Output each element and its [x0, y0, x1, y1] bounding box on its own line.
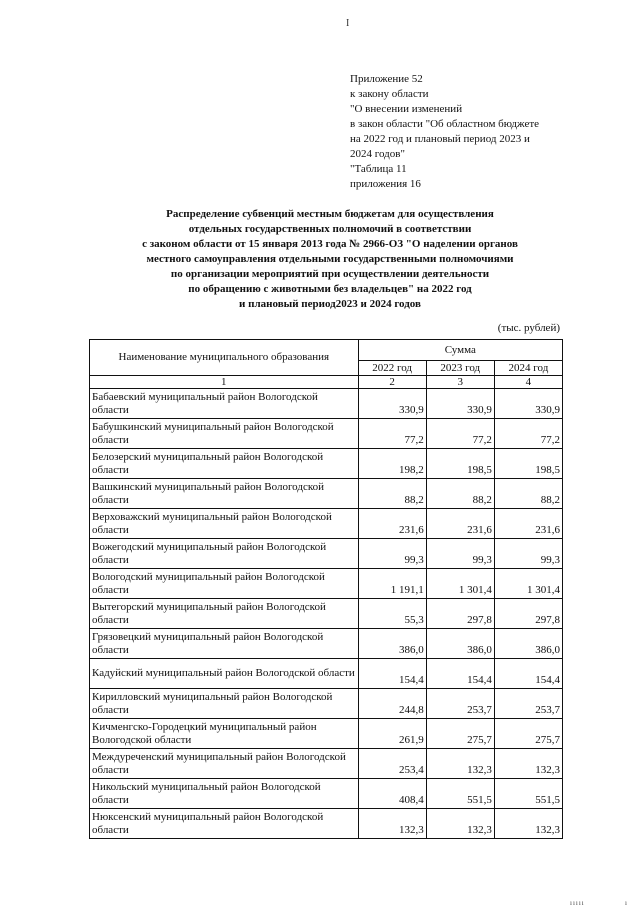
value-2024: 198,5 — [494, 449, 562, 479]
municipality-name: Верховажский муниципальный район Вологодской области — [90, 509, 359, 539]
value-2023: 154,4 — [426, 659, 494, 689]
value-2023: 275,7 — [426, 719, 494, 749]
table-row — [90, 539, 563, 569]
title-line: с законом области от 15 января 2013 года № 2966-ОЗ "О наделении органов — [142, 238, 518, 250]
value-2022: 99,3 — [358, 539, 426, 569]
value-2022: 88,2 — [358, 479, 426, 509]
appendix-line: на 2022 год и плановый период 2023 и — [350, 133, 530, 145]
table-row — [90, 449, 563, 479]
value-2024: 154,4 — [494, 659, 562, 689]
municipality-name: Грязовецкий муниципальный район Вологодской области — [90, 629, 359, 659]
appendix-line: к закону области — [350, 88, 429, 100]
header-year-2023: 2023 год — [426, 361, 494, 376]
value-2024: 77,2 — [494, 419, 562, 449]
table-row — [90, 689, 563, 719]
municipality-name: Бабушкинский муниципальный район Вологодской области — [90, 419, 359, 449]
table-row — [90, 419, 563, 449]
municipality-name: Белозерский муниципальный район Вологодской области — [90, 449, 359, 479]
value-2022: 231,6 — [358, 509, 426, 539]
appendix-line: приложения 16 — [350, 178, 421, 190]
appendix-line: в закон области "Об областном бюджете — [350, 118, 540, 130]
value-2024: 297,8 — [494, 599, 562, 629]
value-2023: 551,5 — [426, 779, 494, 809]
table-row — [90, 659, 563, 689]
value-2022: 154,4 — [358, 659, 426, 689]
appendix-line: "О внесении изменений — [350, 103, 463, 115]
value-2022: 408,4 — [358, 779, 426, 809]
value-2022: 261,9 — [358, 719, 426, 749]
value-2024: 1 301,4 — [494, 569, 562, 599]
table-row — [90, 629, 563, 659]
value-2023: 253,7 — [426, 689, 494, 719]
value-2024: 231,6 — [494, 509, 562, 539]
value-2024: 132,3 — [494, 809, 562, 839]
municipality-name: Кирилловский муниципальный район Вологодской области — [90, 689, 359, 719]
document-title — [80, 207, 580, 312]
municipality-name: Бабаевский муниципальный район Вологодской области — [90, 389, 359, 419]
unit-label: (тыс. рублей) — [497, 322, 560, 334]
municipality-name: Никольский муниципальный район Вологодской области — [90, 779, 359, 809]
value-2024: 551,5 — [494, 779, 562, 809]
value-2023: 386,0 — [426, 629, 494, 659]
municipality-name: Вытегорский муниципальный район Вологодской области — [90, 599, 359, 629]
table-row — [90, 569, 563, 599]
column-number: 2 — [358, 376, 426, 389]
title-line: по обращению с животными без владельцев" на 2022 год — [188, 283, 472, 295]
appendix-header — [350, 72, 580, 192]
value-2022: 244,8 — [358, 689, 426, 719]
table-row — [90, 389, 563, 419]
header-year-2024: 2024 год — [494, 361, 562, 376]
municipality-name: Вашкинский муниципальный район Вологодской области — [90, 479, 359, 509]
footer-mark-right: ı — [625, 899, 627, 907]
table-body — [90, 389, 563, 839]
table-row — [90, 599, 563, 629]
value-2022: 330,9 — [358, 389, 426, 419]
municipality-name: Кадуйский муниципальный район Вологодской области — [90, 659, 359, 689]
value-2024: 330,9 — [494, 389, 562, 419]
appendix-line: Приложение 52 — [350, 73, 423, 85]
title-line: Распределение субвенций местным бюджетам для осуществления — [166, 208, 494, 220]
column-number: 1 — [90, 376, 359, 389]
footer-mark: ııııı — [570, 899, 585, 907]
value-2024: 253,7 — [494, 689, 562, 719]
table-row — [90, 479, 563, 509]
municipality-name: Вологодский муниципальный район Вологодской области — [90, 569, 359, 599]
title-line: отдельных государственных полномочий в соответствии — [188, 223, 472, 235]
header-sum: Сумма — [358, 340, 562, 361]
value-2023: 99,3 — [426, 539, 494, 569]
appendix-line: "Таблица 11 — [350, 163, 407, 175]
value-2023: 88,2 — [426, 479, 494, 509]
value-2022: 253,4 — [358, 749, 426, 779]
column-number: 3 — [426, 376, 494, 389]
municipality-name: Вожегодский муниципальный район Вологодской области — [90, 539, 359, 569]
value-2022: 198,2 — [358, 449, 426, 479]
value-2024: 132,3 — [494, 749, 562, 779]
value-2024: 275,7 — [494, 719, 562, 749]
value-2023: 132,3 — [426, 809, 494, 839]
table-row — [90, 809, 563, 839]
value-2022: 132,3 — [358, 809, 426, 839]
value-2022: 77,2 — [358, 419, 426, 449]
value-2023: 297,8 — [426, 599, 494, 629]
header-municipality: Наименование муниципального образования — [90, 340, 359, 376]
appendix-line: 2024 годов" — [350, 148, 405, 160]
value-2022: 55,3 — [358, 599, 426, 629]
subsidy-table — [89, 339, 563, 839]
title-line: местного самоуправления отдельными государственными полномочиями — [146, 253, 514, 265]
value-2023: 231,6 — [426, 509, 494, 539]
table-row — [90, 719, 563, 749]
value-2022: 1 191,1 — [358, 569, 426, 599]
value-2022: 386,0 — [358, 629, 426, 659]
value-2023: 132,3 — [426, 749, 494, 779]
value-2024: 99,3 — [494, 539, 562, 569]
table-row — [90, 779, 563, 809]
value-2023: 330,9 — [426, 389, 494, 419]
value-2023: 1 301,4 — [426, 569, 494, 599]
page-top-mark: I — [346, 18, 350, 29]
value-2023: 77,2 — [426, 419, 494, 449]
value-2024: 88,2 — [494, 479, 562, 509]
table-row — [90, 509, 563, 539]
value-2024: 386,0 — [494, 629, 562, 659]
value-2023: 198,5 — [426, 449, 494, 479]
header-year-2022: 2022 год — [358, 361, 426, 376]
title-line: и плановый период2023 и 2024 годов — [239, 298, 421, 310]
column-number: 4 — [494, 376, 562, 389]
municipality-name: Кичменгско-Городецкий муниципальный район Вологодской области — [90, 719, 359, 749]
table-row — [90, 749, 563, 779]
title-line: по организации мероприятий при осуществлении деятельности — [170, 268, 490, 280]
municipality-name: Междуреченский муниципальный район Вологодской области — [90, 749, 359, 779]
municipality-name: Нюксенский муниципальный район Вологодской области — [90, 809, 359, 839]
